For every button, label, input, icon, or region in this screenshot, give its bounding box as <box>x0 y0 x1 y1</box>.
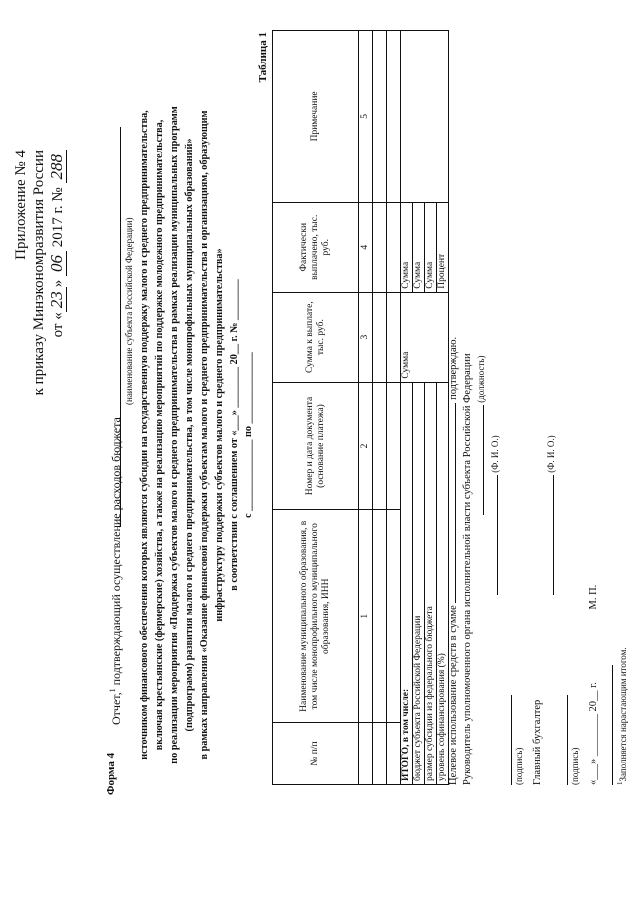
federal-subsidy-paid: Сумма <box>425 202 437 292</box>
header-document: Номер и дата документа (основание платежа) <box>273 382 359 510</box>
subject-name-note: (наименование субъекта Российской Федерации) <box>124 217 134 405</box>
appendix-date: от «23» 06 2017 г. № 288 <box>48 150 67 470</box>
table-row <box>373 31 387 785</box>
regional-budget-label: бюджет субъекта Российской Федерации <box>413 382 425 784</box>
head-of-authority: Руководитель уполномоченного органа исполнительной власти субъекта Российской Федерации <box>462 353 473 785</box>
accountant-fio-note: (Ф. И. О.) <box>546 435 556 595</box>
report-title: Отчет,$^1$ подтверждающий осуществление расходов бюджета <box>108 417 123 725</box>
target-use-line: Целевое использование средств в сумме подтверждаю. <box>448 336 459 785</box>
head-signature-note: (подпись) <box>504 695 524 785</box>
federal-subsidy-label: размер субсидии из федерального бюджета <box>425 382 437 784</box>
column-number-row: 1 2 3 4 5 <box>359 31 373 785</box>
footnote-rule <box>612 665 613 785</box>
total-row <box>401 31 413 785</box>
table-label: Таблица 1 <box>257 32 269 83</box>
header-number: № п/п <box>273 723 359 785</box>
appendix-order: к приказу Минэкономразвития России <box>31 150 47 396</box>
period-line: с ______________ по ______________ <box>243 352 254 518</box>
report-description-line: инфраструктуру поддержки субъектов малого и среднего предпринимательства» <box>214 248 225 622</box>
accountant-signature-note: (подпись) <box>560 695 580 785</box>
amount-paid-total: Сумма <box>401 202 413 292</box>
appendix-title: Приложение № 4 <box>13 150 29 260</box>
subject-name-line <box>120 127 121 527</box>
report-description-line: включая крестьянские (фермерские) хозяйства, а также на реализацию мероприятий по поддержке молодежного предпринимательства, <box>154 119 165 751</box>
agreement-line: в соответствии с соглашением от «___» ________ 20__ г. № ________ <box>229 279 240 591</box>
date-and-stamp: «___» ________ 20__ г. М. П. <box>588 584 599 785</box>
appendix-header <box>12 150 67 470</box>
regional-budget-paid: Сумма <box>413 202 425 292</box>
handwritten-number: 288 <box>48 150 67 184</box>
report-description-line: по реализации мероприятия «Поддержка субъектов малого и среднего предпринимательства в рамках реализации муниципальных программ <box>169 106 180 764</box>
header-amount-due: Сумма к выплате, тыс. руб. <box>273 292 359 382</box>
header-amount-paid: Фактически выплачено, тыс. руб. <box>273 202 359 292</box>
report-table <box>272 30 449 785</box>
total-label: ИТОГО, в том числе: <box>401 382 413 784</box>
handwritten-day: 23 <box>48 287 67 312</box>
footnote-ref: 1 <box>108 688 117 693</box>
header-municipality: Наименование муниципального образования, в том числе монопрофильного муниципального образования, ИНН <box>273 510 359 723</box>
report-description-line: в рамках направления «Оказание финансовой поддержки субъектам малого и среднего предпринимательства и организациям, образующим <box>199 110 210 760</box>
footnote: $^1$Заполняется нарастающим итогом. <box>616 647 628 785</box>
report-description-line: источником финансового обеспечения которых являются субсидии на государственную поддержку малого и среднего предпринимательства, <box>139 110 150 760</box>
head-fio-note: (Ф. И. О.) <box>490 435 500 595</box>
handwritten-month: 06 <box>48 251 67 276</box>
stamp-place: М. П. <box>588 584 599 610</box>
table-header-row <box>273 31 359 785</box>
amount-due-total: Сумма <box>401 292 449 382</box>
chief-accountant: Главный бухгалтер <box>532 699 543 785</box>
cofinancing-label: уровень софинансирования (%) <box>437 382 449 784</box>
report-description-line: (подпрограмм) развития малого и среднего предпринимательства, в том числе монопрофильных муниципальных образований» <box>184 138 195 732</box>
header-note: Примечание <box>273 31 359 203</box>
position-note: (должность) <box>476 356 486 516</box>
table-row <box>387 31 401 785</box>
form-label: Форма 4 <box>105 752 117 795</box>
cofinancing-percent: Процент <box>437 202 449 292</box>
